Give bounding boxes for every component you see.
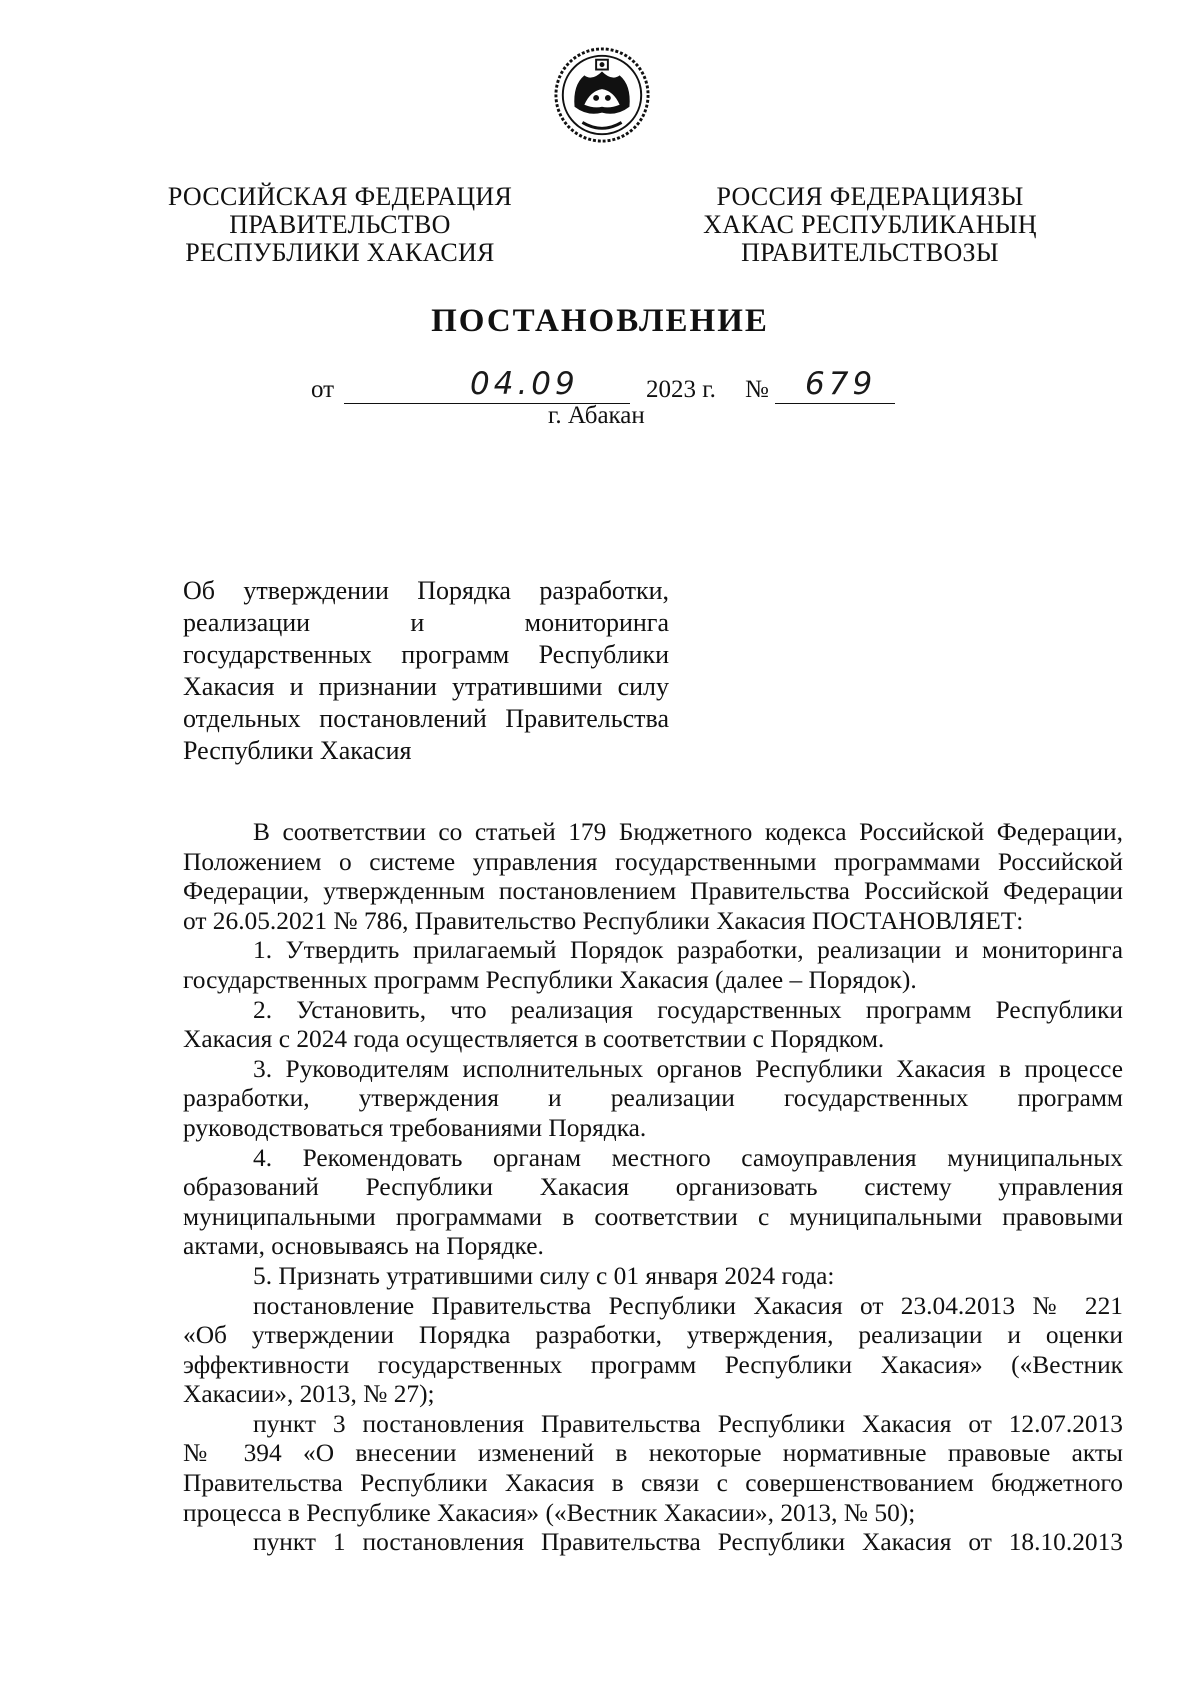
subject-line: реализации и мониторинга — [183, 608, 669, 637]
body-line: Положением о системе управления государственными программами Российской — [183, 847, 1123, 876]
body-line: муниципальными программами в соответствии с муниципальными правовыми — [183, 1202, 1123, 1231]
header-left-line: ПРАВИТЕЛЬСТВО — [229, 210, 451, 239]
body-line: пункт 1 постановления Правительства Республики Хакасия от 18.10.2013 — [253, 1528, 1123, 1557]
body-line: Федерации, утвержденным постановлением Правительства Российской Федерации — [183, 877, 1123, 906]
coat-of-arms-emblem — [553, 46, 651, 144]
body-line: процесса в Республике Хакасия» («Вестник Хакасии», 2013, № 50); — [183, 1498, 916, 1527]
document-body — [183, 818, 1123, 1558]
body-line: актами, основываясь на Порядке. — [183, 1232, 544, 1261]
header-left-line: РЕСПУБЛИКИ ХАКАСИЯ — [185, 238, 495, 267]
body-line: постановление Правительства Республики Хакасия от 23.04.2013 № 221 — [253, 1291, 1123, 1320]
body-line: государственных программ Республики Хакасия (далее – Порядок). — [183, 965, 917, 994]
header-right-line: ХАКАС РЕСПУБЛИКАНЫҢ — [703, 210, 1037, 239]
body-line: эффективности государственных программ Республики Хакасия» («Вестник — [183, 1350, 1123, 1379]
number-label: № — [745, 376, 769, 403]
subject-line: Об утверждении Порядка разработки, — [183, 576, 669, 605]
handwritten-date: 04.09 — [470, 366, 579, 402]
body-line: 5. Признать утратившими силу с 01 января 2024 года: — [253, 1261, 835, 1290]
body-line: руководствоваться требованиями Порядка. — [183, 1113, 647, 1142]
body-line: «Об утверждении Порядка разработки, утверждения, реализации и оценки — [183, 1321, 1123, 1350]
city-label: г. Абакан — [548, 402, 645, 429]
year-label: 2023 г. — [646, 376, 716, 403]
header-russian — [160, 183, 520, 267]
body-line: 4. Рекомендовать органам местного самоуправления муниципальных — [253, 1143, 1123, 1172]
subject-line: отдельных постановлений Правительства — [183, 704, 669, 733]
subject-line: Республики Хакасия — [183, 736, 412, 765]
document-subject — [183, 575, 669, 767]
header-right-line: ПРАВИТЕЛЬСТВОЗЫ — [741, 238, 999, 267]
date-from-label: от — [311, 376, 335, 403]
body-line: 3. Руководителям исполнительных органов Республики Хакасия в процессе — [253, 1054, 1123, 1083]
body-line: Хакасия с 2024 года осуществляется в соответствии с Порядком. — [183, 1025, 885, 1054]
body-line: Хакасии», 2013, № 27); — [183, 1380, 435, 1409]
body-line: В соответствии со статьей 179 Бюджетного кодекса Российской Федерации, — [253, 818, 1123, 846]
document-title: ПОСТАНОВЛЕНИЕ — [431, 303, 769, 339]
body-line: 1. Утвердить прилагаемый Порядок разработки, реализации и мониторинга — [253, 936, 1123, 965]
body-line: разработки, утверждения и реализации государственных программ — [183, 1084, 1123, 1113]
subject-line: Хакасия и признании утратившими силу — [183, 672, 669, 701]
number-underline — [775, 403, 895, 404]
body-line: № 394 «О внесении изменений в некоторые нормативные правовые акты — [183, 1439, 1123, 1468]
subject-line: государственных программ Республики — [183, 640, 669, 669]
date-number-line — [0, 366, 1200, 406]
header-khakas — [690, 183, 1050, 267]
header-left-line: РОССИЙСКАЯ ФЕДЕРАЦИЯ — [167, 182, 513, 211]
body-line: образований Республики Хакасия организовать систему управления — [183, 1173, 1123, 1202]
body-line: Правительства Республики Хакасия в связи с совершенствованием бюджетного — [183, 1469, 1123, 1498]
header-right-line: РОССИЯ ФЕДЕРАЦИЯЗЫ — [716, 182, 1024, 211]
body-line: пункт 3 постановления Правительства Республики Хакасия от 12.07.2013 — [253, 1409, 1123, 1438]
body-line: от 26.05.2021 № 786, Правительство Республики Хакасия ПОСТАНОВЛЯЕТ: — [183, 906, 1024, 935]
handwritten-number: 679 — [805, 366, 877, 402]
body-line: 2. Установить, что реализация государственных программ Республики — [253, 995, 1123, 1024]
